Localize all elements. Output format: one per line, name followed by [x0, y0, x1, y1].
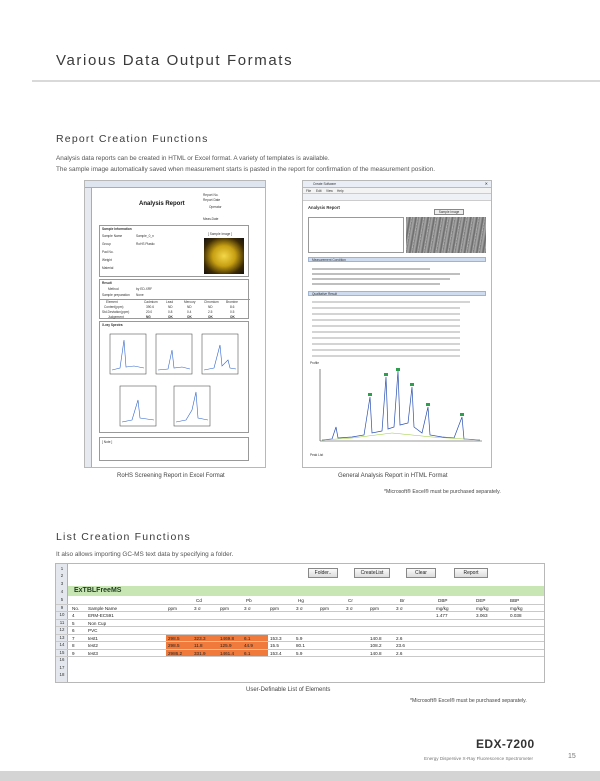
qual-result-label: Qualitative Result: [312, 292, 337, 296]
table-row[interactable]: [56, 635, 545, 643]
content-hg: ND: [187, 305, 192, 309]
list-row-number: 3: [60, 581, 64, 586]
element-lead: Lead: [166, 300, 174, 304]
content-pb: ND: [168, 305, 173, 309]
note-box: [99, 437, 249, 461]
list-row-number: 16: [59, 657, 65, 662]
table-cell: 44.9: [242, 642, 268, 649]
column-header: mg/kg: [476, 605, 489, 611]
profile-spectrum: [312, 367, 484, 447]
method-label: Method: [108, 287, 119, 291]
column-header: 3 σ: [194, 605, 201, 611]
list-row-number: 18: [59, 672, 65, 677]
row-sample-name: test2: [88, 643, 98, 648]
judge-pb: OK: [168, 315, 173, 319]
element-cadmium: Cadmium: [144, 300, 158, 304]
content-cr: ND: [208, 305, 213, 309]
html-report-caption: General Analysis Report in HTML Format: [338, 473, 448, 479]
window-title: Create Software: [313, 182, 337, 186]
excel-report-figure: [84, 180, 266, 468]
html-sample-image: [406, 217, 486, 253]
toolbar: [303, 194, 491, 201]
judge-br: OK: [230, 315, 235, 319]
judge-row-label: Judgement: [108, 315, 124, 319]
element-bromine: Bromine: [226, 300, 238, 304]
table-cell: 15.5: [270, 643, 279, 648]
std-cr: 2.5: [208, 310, 213, 314]
excel-row-numbers: [85, 188, 92, 467]
table-cell: 2986.2: [166, 650, 192, 657]
report-excel-note: *Microsoft® Excel® must be purchased separately.: [384, 489, 501, 495]
table-cell: 153.4: [270, 650, 282, 656]
list-excel-note: *Microsoft® Excel® must be purchased separately.: [410, 698, 527, 704]
group-header-dep: DEP: [476, 598, 486, 603]
row-sample-name: Non Cup: [88, 620, 107, 626]
content-br: 8.6: [230, 305, 235, 309]
sample-image-label: [ Sample Image ]: [208, 232, 233, 236]
column-header: 3 σ: [296, 605, 303, 611]
excel-column-header: [85, 181, 265, 188]
element-col-header: Element: [106, 300, 118, 304]
table-cell: 80.1: [296, 643, 305, 648]
report-section-heading: Report Creation Functions: [56, 133, 209, 145]
list-row-number: 9: [60, 604, 64, 610]
table-cell: 6.1: [242, 650, 268, 657]
title-divider: [32, 80, 600, 82]
table-cell: 331.9: [192, 650, 218, 657]
table-cell: 140.8: [370, 635, 382, 641]
element-chromium: Chromium: [204, 300, 219, 304]
column-header: ppm: [220, 605, 229, 611]
list-section-heading: List Creation Functions: [56, 531, 191, 543]
column-header: 3 σ: [396, 605, 403, 611]
column-header: ppm: [168, 605, 177, 611]
report-date-label: Report Date: [203, 198, 221, 202]
menu-help[interactable]: Help: [337, 189, 344, 193]
excel-sheet: [99, 193, 249, 465]
method-value: by ED-XRF: [136, 287, 153, 291]
element-mercury: Mercury: [184, 300, 196, 304]
list-desc: It also allows importing GC-MS text data by specifying a folder.: [56, 551, 234, 558]
create-list-button[interactable]: CreateList: [354, 568, 390, 578]
list-row-number: 11: [59, 619, 65, 625]
row-no: 7: [72, 635, 75, 641]
column-header: mg/kg: [436, 605, 449, 611]
group-header-br: Br: [400, 598, 405, 603]
qual-result-table: [310, 299, 484, 359]
window-close-icon[interactable]: ✕: [484, 181, 488, 186]
column-header: 3 σ: [346, 605, 353, 611]
list-row-number: 17: [59, 664, 65, 670]
column-header: No.: [72, 605, 80, 611]
menu-view[interactable]: View: [326, 189, 333, 193]
sample-info-heading: Sample Information: [102, 227, 132, 231]
row-sample-name: PVC: [88, 628, 98, 633]
judge-hg: OK: [187, 315, 192, 319]
list-row-number: 5: [60, 597, 64, 602]
table-cell: 323.3: [192, 635, 218, 642]
menu-file[interactable]: File: [306, 189, 312, 193]
sheet-title-band: [68, 586, 545, 596]
list-row-number: 10: [59, 612, 65, 617]
report-desc-1: Analysis data reports can be created in HTML or Excel format. A variety of templates is available.: [56, 155, 330, 162]
table-cell: 23.6: [396, 643, 405, 648]
std-hg: 0.4: [187, 310, 192, 314]
table-row[interactable]: [56, 650, 545, 658]
excel-report-caption: RoHS Screening Report in Excel Format: [117, 473, 225, 479]
report-no-label: Report No.: [203, 193, 219, 197]
list-row-number: 14: [59, 642, 65, 647]
column-header: mg/kg: [510, 605, 523, 611]
table-cell: 1469.8: [218, 635, 242, 642]
group-header-bbp: BBP: [510, 598, 520, 603]
content-cd: 390.6: [146, 305, 154, 309]
table-cell: 153.3: [270, 635, 282, 641]
list-row-number: 12: [59, 627, 65, 632]
meas-condition-label: Measurement Condition: [312, 258, 346, 262]
table-row[interactable]: [56, 642, 545, 650]
table-cell: 3.063: [476, 613, 488, 618]
result-box: [99, 279, 249, 319]
report-button[interactable]: Report: [454, 568, 488, 578]
content-row-label: Content(ppm): [104, 305, 124, 309]
row-no: 5: [72, 620, 75, 626]
row-no: 6: [72, 628, 75, 633]
prep-label: Sample preparation: [102, 293, 130, 297]
column-header: ppm: [270, 605, 279, 611]
row-sample-name: ERM-EC591: [88, 613, 114, 618]
spectra-heading: X-ray Spectra: [102, 323, 123, 327]
judge-cr: OK: [208, 315, 213, 319]
list-row-number: 1: [60, 566, 64, 571]
folder-button[interactable]: Folder..: [308, 568, 338, 578]
column-header: Sample Name: [88, 605, 118, 611]
table-cell: 2.6: [396, 650, 403, 656]
product-subtitle: Energy Dispersive X-Ray Fluorescence Spectrometer: [424, 756, 534, 761]
table-row[interactable]: [56, 620, 545, 628]
std-br: 0.5: [230, 310, 235, 314]
result-heading: Result: [102, 281, 112, 285]
menu-edit[interactable]: Edit: [316, 189, 322, 193]
footer-band: [0, 771, 600, 781]
page-title: Various Data Output Formats: [56, 52, 294, 69]
spectra-thumbnails: [102, 330, 248, 432]
table-cell: 1.477: [436, 613, 448, 618]
table-cell: 125.9: [218, 642, 242, 649]
list-group-header: [56, 597, 545, 605]
field-sample-name-value: Sample_0_n: [136, 234, 154, 238]
field-group-value: RoHS Plastic: [136, 242, 155, 246]
field-pad: Pad No.: [102, 250, 114, 254]
list-row-number: 15: [59, 649, 65, 655]
table-cell: 5.9: [296, 635, 303, 641]
html-info-grid: [308, 217, 404, 253]
table-cell: 6.1: [242, 635, 268, 642]
sample-image-button[interactable]: Sample Image: [434, 209, 464, 215]
table-row[interactable]: [56, 612, 545, 620]
sample-image: [204, 238, 244, 274]
element-table: [100, 299, 250, 319]
meas-date-label: Meas.Date: [203, 217, 219, 221]
list-row-number: 4: [60, 589, 64, 594]
table-cell: 108.2: [370, 643, 382, 648]
sample-info-box: [99, 225, 249, 277]
group-header-hg: Hg: [298, 598, 304, 603]
operator-label: Operator: [209, 205, 222, 209]
list-row-number: 2: [60, 573, 64, 578]
html-report-figure: [302, 180, 492, 468]
meas-condition-text: [310, 265, 484, 289]
field-group: Group: [102, 242, 111, 246]
row-no: 9: [72, 650, 75, 656]
list-row-number: 13: [59, 634, 65, 640]
meas-condition-bar[interactable]: [308, 257, 486, 262]
column-header: 3 σ: [244, 605, 251, 611]
row-sample-name: test3: [88, 650, 98, 656]
table-row[interactable]: [56, 627, 545, 635]
excel-report-title: Analysis Report: [139, 201, 185, 207]
group-header-pb: Pb: [246, 598, 252, 603]
prep-value: None: [136, 293, 144, 297]
note-label: [ Note ]: [102, 440, 113, 444]
clear-button[interactable]: Clear: [406, 568, 436, 578]
window-titlebar: [303, 181, 491, 188]
field-material: Material: [102, 266, 114, 270]
report-desc-2: The sample image automatically saved when measurement starts is pasted in the report for confirmation of the measurement position.: [56, 166, 436, 173]
table-cell: 5.9: [296, 650, 303, 656]
qual-result-bar[interactable]: [308, 291, 486, 296]
column-header: ppm: [370, 605, 379, 611]
product-name: EDX-7200: [476, 737, 535, 751]
list-table-figure: [55, 563, 545, 683]
list-caption: User-Definable List of Elements: [246, 687, 331, 693]
std-row-label: Std.Deviation(ppm): [102, 310, 130, 314]
table-cell: 1461.4: [218, 650, 242, 657]
sheet-title: ExTBLFreeMS: [74, 587, 122, 594]
html-report-body: [306, 205, 488, 463]
list-column-header: [56, 605, 545, 613]
table-cell: 11.8: [192, 642, 218, 649]
field-sample-name: Sample Name: [102, 234, 123, 238]
judge-cd: NG: [146, 315, 151, 319]
group-header-dbp: DBP: [438, 598, 448, 603]
group-header-cr: Cr: [348, 598, 353, 603]
table-cell: 2.6: [396, 635, 403, 641]
html-report-title: Analysis Report: [308, 205, 340, 210]
profile-label: Profile: [310, 361, 320, 365]
peak-list-label: Peak List: [310, 453, 324, 457]
spectra-box: [99, 321, 249, 433]
group-header-cd: Cd: [196, 598, 202, 603]
table-cell: 0.038: [510, 613, 522, 618]
row-sample-name: test1: [88, 635, 98, 641]
table-cell: 298.5: [166, 635, 192, 642]
std-pb: 0.8: [168, 310, 173, 314]
table-cell: 140.8: [370, 650, 382, 656]
std-cd: 20.0: [146, 310, 153, 314]
page-number: 15: [568, 753, 576, 760]
table-cell: 298.5: [166, 642, 192, 649]
column-header: ppm: [320, 605, 329, 611]
row-no: 4: [72, 613, 75, 618]
field-weight: Weight: [102, 258, 112, 262]
row-no: 8: [72, 643, 75, 648]
